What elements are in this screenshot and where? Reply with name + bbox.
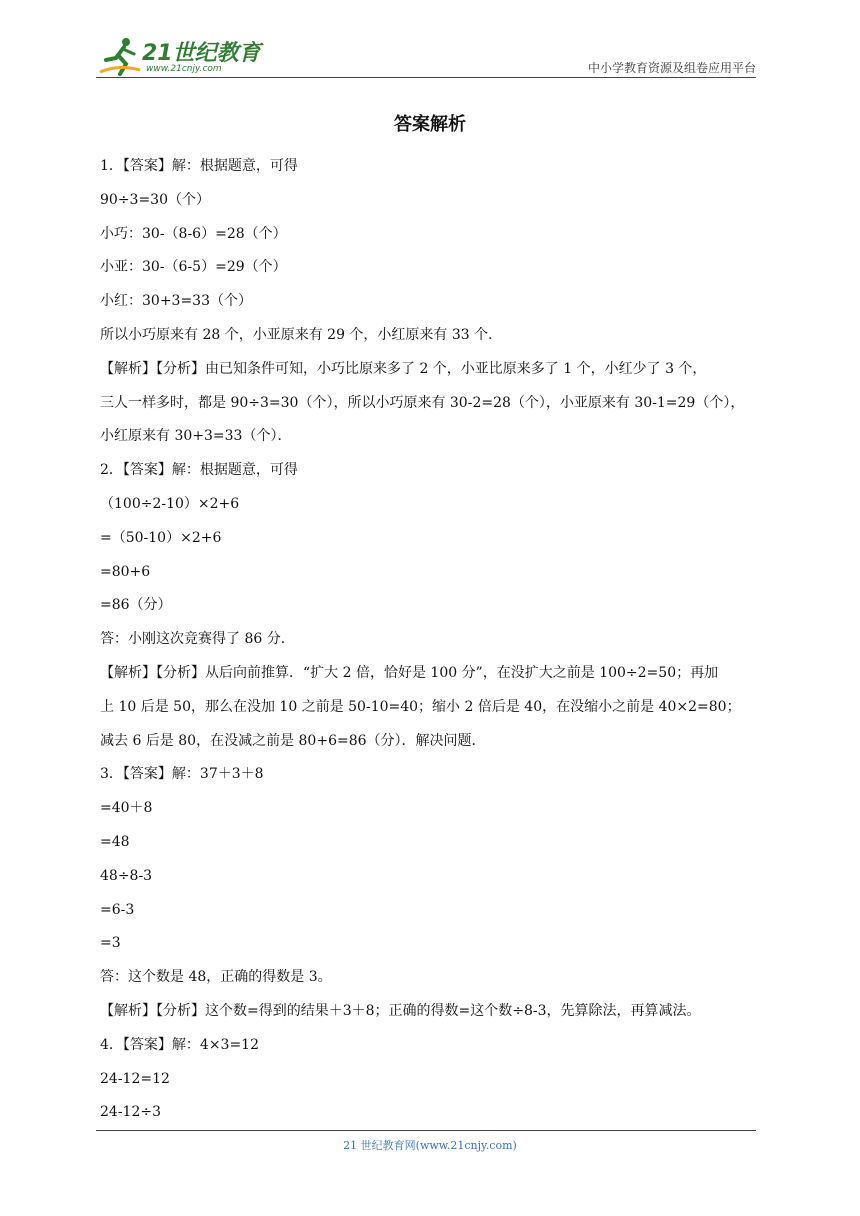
answer-content	[100, 150, 760, 1130]
logo-url: www.21cnjy.com	[146, 64, 222, 74]
content-line: 【解析】【分析】这个数=得到的结果＋3＋8；正确的得数=这个数÷8-3，先算除法，再算减法。	[100, 1002, 701, 1019]
content-line: =3	[100, 935, 121, 952]
content-line: 答：这个数是 48，正确的得数是 3。	[100, 969, 332, 986]
site-logo	[96, 34, 266, 78]
content-line: =（50-10）×2+6	[100, 529, 222, 546]
content-line: =48	[100, 833, 130, 850]
page-title: 答案解析	[394, 114, 466, 135]
logo-text: 21世纪教育	[142, 41, 261, 66]
footer-text: 21 世纪教育网(www.21cnjy.com)	[343, 1139, 517, 1152]
content-line: （100÷2-10）×2+6	[100, 495, 240, 512]
content-line: 小巧：30-（8-6）=28（个）	[100, 225, 287, 242]
content-line: 24-12=12	[100, 1070, 170, 1087]
content-line: 减去 6 后是 80，在没减之前是 80+6=86（分）．解决问题．	[100, 732, 486, 749]
header-divider	[96, 77, 756, 78]
content-line: 答：小刚这次竞赛得了 86 分．	[100, 631, 295, 648]
content-line: 3．【答案】解：37＋3＋8	[100, 766, 264, 783]
content-line: 4．【答案】解：4×3=12	[100, 1036, 259, 1053]
content-line: =80+6	[100, 563, 151, 580]
content-line: 小红：30+3=33（个）	[100, 293, 252, 310]
content-line: =6-3	[100, 901, 135, 918]
content-line: 24-12÷3	[100, 1104, 161, 1121]
content-line: 小红原来有 30+3=33（个）．	[100, 428, 292, 445]
content-line: 小亚：30-（6-5）=29（个）	[100, 259, 287, 276]
content-line: 上 10 后是 50，那么在没加 10 之前是 50-10=40；缩小 2 倍后是 40，在没缩小之前是 40×2=80；	[100, 698, 741, 715]
content-line: 【解析】【分析】从后向前推算．“扩大 2 倍，恰好是 100 分”，在没扩大之前是 100÷2=50；再加	[100, 664, 719, 681]
content-line: 所以小巧原来有 28 个，小亚原来有 29 个，小红原来有 33 个．	[100, 326, 503, 343]
content-line: 90÷3=30（个）	[100, 191, 210, 208]
content-line: =40＋8	[100, 800, 153, 817]
content-line: 三人一样多时，都是 90÷3=30（个），所以小巧原来有 30-2=28（个），小亚原来有 30-1=29（个），	[100, 394, 745, 411]
content-line: 【解析】【分析】由已知条件可知，小巧比原来多了 2 个，小亚比原来多了 1 个，小红少了 3 个，	[100, 360, 707, 377]
content-line: =86（分）	[100, 597, 172, 614]
runner-logo-icon	[96, 34, 144, 78]
content-line: 48÷8-3	[100, 867, 153, 884]
header-tagline: 中小学教育资源及组卷应用平台	[587, 61, 756, 75]
footer-divider	[96, 1130, 756, 1131]
content-line: 2．【答案】解：根据题意，可得	[100, 462, 298, 479]
page-header	[96, 34, 756, 78]
content-line: 1．【答案】解：根据题意，可得	[100, 158, 298, 174]
